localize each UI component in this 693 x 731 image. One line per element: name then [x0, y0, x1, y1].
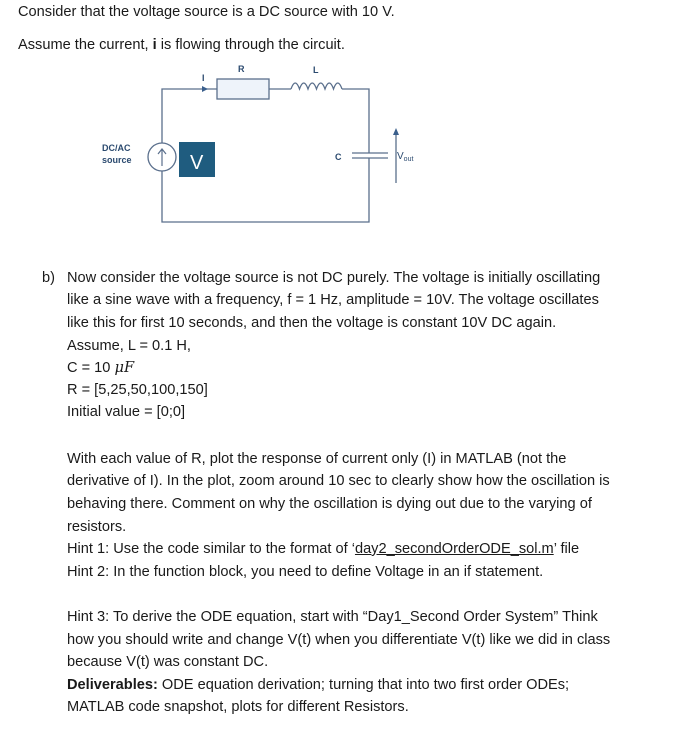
inductor [291, 83, 342, 89]
hint-3: because V(t) was constant DC. [67, 654, 269, 670]
list-marker: b) [42, 270, 55, 286]
current-arrow-icon [202, 86, 208, 92]
hint-1 [67, 539, 579, 559]
text: Assume the current, [18, 37, 153, 53]
partb-line: Now consider the voltage source is not DC purely. The voltage is initially oscillating [67, 270, 601, 286]
file-link[interactable]: day2_secondOrderODE_sol.m [354, 541, 554, 557]
hint-3: Hint 3: To derive the ODE equation, start with “Day1_Second Order System” Think [67, 609, 598, 625]
label-r: R [238, 64, 245, 74]
vout-arrowhead-icon [393, 128, 399, 135]
text: ODE equation derivation; turning that into two first order ODEs; [157, 677, 570, 693]
vout-sub: out [403, 156, 414, 163]
plot-line: With each value of R, plot the response of current only (I) in MATLAB (not the [67, 451, 567, 467]
text: C = 10 [67, 360, 115, 376]
partb-line: like this for first 10 seconds, and then the voltage is constant 10V DC again. [67, 315, 557, 331]
label-l: L [313, 65, 319, 75]
unit: μF [114, 359, 135, 376]
current-symbol: i [152, 37, 157, 53]
plot-line: resistors. [67, 519, 127, 535]
plot-line: derivative of I). In the plot, zoom around 10 sec to clearly show how the oscillation is [67, 473, 610, 489]
partb-line: like a sine wave with a frequency, f = 1 Hz, amplitude = 10V. The voltage oscillates [67, 292, 599, 308]
source-label-2: source [102, 155, 132, 165]
plot-line: behaving there. Comment on why the oscillation is dying out due to the varying of [67, 496, 592, 512]
deliverables-label: Deliverables: [67, 677, 158, 693]
circuit-diagram [0, 0, 693, 240]
capacitor [352, 153, 388, 158]
label-c: C [335, 152, 342, 162]
text: ’ file [553, 541, 580, 557]
voltmeter-label: V [190, 152, 204, 174]
deliverables [67, 675, 569, 695]
vout-label [397, 151, 413, 163]
resistor [217, 79, 269, 99]
text: Hint 1: Use the code similar to the format of ‘ [67, 541, 355, 557]
assume-l: Assume, L = 0.1 H, [67, 338, 191, 354]
hint-2: Hint 2: In the function block, you need to define Voltage in an if statement. [67, 564, 544, 580]
text: is flowing through the circuit. [156, 37, 345, 53]
vout-v: V [397, 151, 404, 162]
hint-3: how you should write and change V(t) when you differentiate V(t) like we did in class [67, 632, 611, 648]
assume-c [67, 358, 134, 378]
intro-line-1: Consider that the voltage source is a DC source with 10 V. [18, 4, 395, 20]
source-label-1: DC/AC [102, 143, 131, 153]
initial-value: Initial value = [0;0] [67, 404, 186, 420]
deliverables-line-2: MATLAB code snapshot, plots for different Resistors. [67, 699, 409, 715]
assume-r: R = [5,25,50,100,150] [67, 382, 208, 398]
label-i: I [202, 73, 205, 83]
